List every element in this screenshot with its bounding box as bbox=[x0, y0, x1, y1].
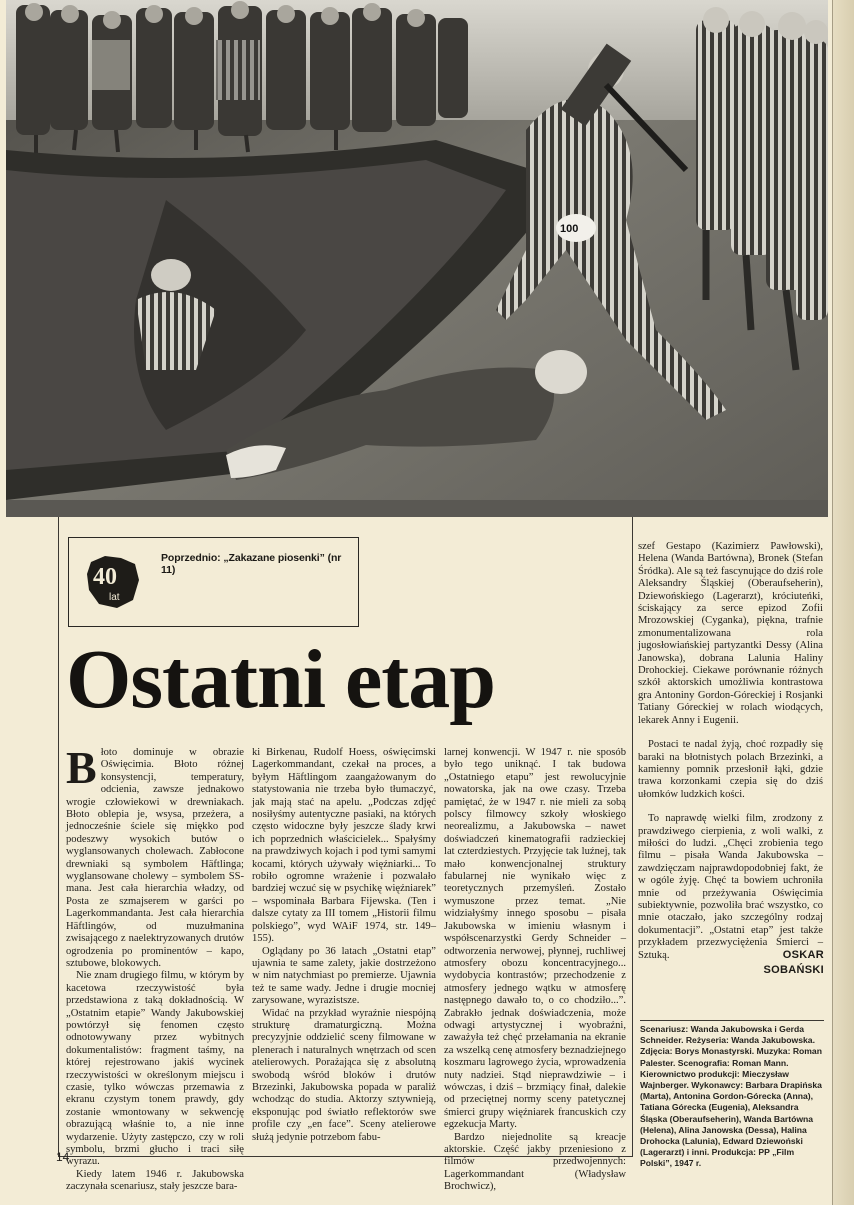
author-signature bbox=[700, 948, 824, 978]
film-still-photo bbox=[6, 0, 828, 517]
author-first-name: OSKAR bbox=[782, 949, 824, 961]
badge-number: 40 bbox=[93, 564, 117, 590]
page-edge bbox=[832, 0, 854, 1205]
paragraph: Kiedy latem 1946 r. Jakubowska zaczynała scenariusz, stały jeszcze bara- bbox=[66, 1168, 244, 1193]
film-still-illustration bbox=[6, 0, 828, 517]
film-credits: Scenariusz: Wanda Jakubowska i Gerda Schneider. Reżyseria: Wanda Jakubowska. Zdjęcia: Borys Monastyrski. Muzyka: Roman Palester. Scenografia: Roman Mann. Kierownictwo produkcji: Mieczysław Wajnberger. Wykonawcy: Barbara Drapińska (Marta), Antonina Gordon-Górecka (Anna), Tatiana Górecka (Eugenia), Aleksandra Śląska (Oberaufseherin), Wanda Bartówna (Helena), Alina Janowska (Dessa), Halina Drohocka (Lalunia), Edward Dziewoński (Lagerarzt) i inni. Produkcja: PP „Film Polski”, 1947 r. bbox=[640, 1024, 822, 1169]
prisoner-bib-number: 100 bbox=[560, 223, 579, 235]
paragraph: Oglądany po 36 latach „Ostatni etap” ujawnia te same zalety, jakie dostrzeżono w nim natychmiast po premierze. Ujawnia też te same wady. Jedne i drugie mocniej zarysowane, wyrazistsze. bbox=[252, 945, 436, 1007]
author-last-name: SOBAŃSKI bbox=[763, 964, 824, 976]
paragraph: szef Gestapo (Kazimierz Pawłowski), Helena (Wanda Bartówna), Bronek (Stefan Śródka). Ale są też fascynujące do dziś role Aleksandry Śląskiej (Oberaufseherin), Dziewońskiego (Lagerarzt), króciuteńki, ściskający za serce epizod Zofii Mrozowskiej (Cyganka), piękna, trafnie zmonumentalizowana rola jugosłowiańskiej partyzantki Dessy (Alina Janowska), dobrana Lalunia Haliny Drohockiej. Ciekawe porównanie różnych szkół aktorskich umożliwia kontrastowa gra Antoniny Gordon-Góreckiej i Rosjanki Tatiany Góreckiej w rolach wiodących, lekarek Anny i Eugenii. bbox=[638, 541, 823, 726]
paragraph: Nie znam drugiego filmu, w którym by kacetowa rzeczywistość była przedstawiona z taką dokładnością. W „Ostatnim etapie” Wandy Jakubowskiej powtórzył się fenomen często odnotowywany przez wybitnych dokumentalistów: fragment taśmy, na której rejestrowano jakiś wycinek rzeczywistości w określonym miejscu i czasie, tylko wówczas przemawia z ekranu czystym tonem prawdy, gdy zostanie wmontowany w sekwencję obrazującą właśnie to, a nie inne wydarzenie. Użyty zastępczo, czy w roli symbolu, brzmi głucho i traci siłę wyrazu. bbox=[66, 970, 244, 1168]
paragraph bbox=[66, 742, 244, 970]
paragraph-text: łoto dominuje w obrazie Oświęcimia. Błoto różnej konsystencji, temperatury, odcienia, zawsze jednakowo wrogie człowiekowi w drewniakach. Błoto oblepia je, wsysa, przeżera, a jednocześnie ściele się miękko pod podeszwy wysokich butów o wyglansowanych cholewach. Zabłocone drewniaki są symbolem Häftlinga; wyglansowane cholewy – symbolem SS-mana. Jest cała hierarchia władzy, od Posta ze szmajserem w garści po Lagerkommandanta. Jest cała hierarchia Häftlingów, od muzułmanina zwisającego z naelektryzowanych drutów ogrodzenia po prominentów – kapo, sztubowe, blokowych. bbox=[66, 747, 244, 969]
article-headline: Ostatni etap bbox=[66, 633, 495, 726]
credits-rule bbox=[640, 1020, 824, 1021]
40-lat-badge bbox=[83, 550, 143, 612]
article-column-2 bbox=[252, 747, 436, 1144]
paragraph: ki Birkenau, Rudolf Hoess, oświęcimski Lagerkommandant, czekał na proces, a byłym Häftlingom zaangażowanym do statystowania nie trzeba było tłumaczyć, jak mają stać na apelu. „Podczas zdjęć nosiłyśmy autentyczne pasiaki, na których często widoczne były jeszcze ślady krwi ich poprzednich właścicielek... Spałyśmy na prawdziwych kojach i pod tymi samymi kocami, których używały więźniarki... To robiło ogromne wrażenie i pozwalało bardziej wczuć się w psychikę więźniarek” – wspominała Barbara Fijewska. (Ten i dalsze cytaty za III tomem „Historii filmu polskiego”, wyd WAiF 1974, str. 149–155). bbox=[252, 747, 436, 945]
badge-sub: lat bbox=[109, 592, 120, 603]
previous-episode-note: Poprzednio: „Zakazane piosenki” (nr 11) bbox=[161, 552, 342, 576]
paragraph: larnej konwencji. W 1947 r. nie sposób było tego uniknąć. I tak budowa „Ostatniego etapu” jest rewolucyjnie nowatorska, jak na owe czasy. Trzeba pamiętać, że w 1947 r. nie mieli za sobą polscy filmowcy szkoły włoskiego neorealizmu, a Jakubowska – nawet doświadczeń kinematografii radzieckiej lat czterdziestych. Przyjęcie tak luźnej, tak mało konwencjonalnej struktury fabularnej nie wynikało więc z teoretycznych przemyśleń. Zostało wymuszone przez temat. „Nie widziałyśmy innego sposobu – pisała Jakubowska w imieniu własnym i współscenarzystki Gerdy Schneider – odtworzenia nerwowej, płynnej, ruchliwej atmosfery obozu koncentracyjnego... wydobycia kontrastów; przechodzenie z atmosfery jednego wątku w atmosferę następnego dawało to, o co chodziło...”. Zabrakło jednak doświadczenia, może odwagi artystycznej i wyobraźni, zaważyła też chęć przełamania na ekranie za wszelką cenę atmosfery beznadziejnego koszmaru lagrowego życia, wprowadzenia nuty nadziei. Stąd nieprawdziwie – i wówczas, i dziś – brzmiący finał, dalekie od przeciętnej normy sceny patetycznej śmierci grupy więźniarek francuskich czy egzekucja Marty. bbox=[444, 747, 626, 1131]
paragraph: Widać na przykład wyraźnie niespójną strukturę dramaturgiczną. Można precyzyjnie oddzielić sceny filmowane w plenerach i naturalnych wnętrzach od scen atelierowych. Porażająca się z absolutną swobodą wśród bloków i drutów Brzezinki, Jakubowska popada w paraliż wchodząc do studia. Aktorzy sztywnieją, eksponując pod światło reflektorów swe profile czy „en face”. Sceny atelierowe służą jedynie potrzebom fabu- bbox=[252, 1007, 436, 1143]
article-column-4 bbox=[638, 541, 823, 962]
article-column-3 bbox=[444, 747, 626, 1194]
column-rule-left bbox=[58, 517, 59, 1157]
paragraph: To naprawdę wielki film, zrodzony z prawdziwego cierpienia, z woli walki, z miłości do ludzi. „Chęci zrobienia tego filmu – pisała Wanda Jakubowska – zawdzięczam najprawdopodobniej fakt, że w ogóle żyję. Chęć ta bowiem uchroniła mnie od przeżywania Oświęcimia subiektywnie, pozwoliła brać wszystko, co mnie otaczało, jako szczególny rodzaj dokumentacji”. „Ostatni etap” jest także przykładem przezwyciężenia Śmierci – Sztuką. bbox=[638, 813, 823, 961]
paragraph: Bardzo niejednolite są kreacje aktorskie. Część jakby przeniesiono z filmów przedwojennych: Lagerkommandant (Władysław Brochwicz), bbox=[444, 1131, 626, 1193]
column-rule-right bbox=[632, 517, 633, 1157]
article-column-1 bbox=[66, 742, 244, 1194]
poland-map-icon bbox=[83, 550, 143, 612]
drop-cap: B bbox=[66, 742, 97, 793]
series-box bbox=[68, 537, 359, 627]
paragraph: Postaci te nadal żyją, choć rozpadły się baraki na błotnistych polach Brzezinki, a kamienny pomnik przesłonił łąki, gdzie trawa korzonkami czepia się do dziś ułomków ludzkich kości. bbox=[638, 739, 823, 800]
page-number: 14 bbox=[56, 1150, 70, 1164]
